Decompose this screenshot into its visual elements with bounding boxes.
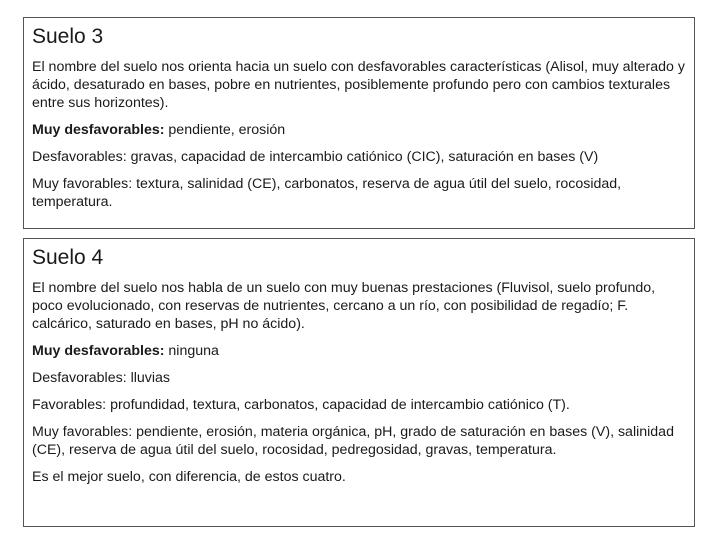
suelo-4-box xyxy=(23,238,695,527)
suelo-3-muy-desfavorables-label: Muy desfavorables: xyxy=(32,122,165,138)
suelo-4-conclusion: Es el mejor suelo, con diferencia, de estos cuatro. xyxy=(32,469,346,485)
suelo-4-favorables: Favorables: profundidad, textura, carbonatos, capacidad de intercambio catiónico (T). xyxy=(32,397,570,413)
suelo-4-desfavorables: Desfavorables: lluvias xyxy=(32,370,170,386)
suelo-4-muy-desfavorables xyxy=(32,342,685,360)
suelo-3-box xyxy=(23,17,695,229)
suelo-3-muy-favorables: Muy favorables: textura, salinidad (CE), carbonatos, reserva de agua útil del suelo, rocosidad, temperatura. xyxy=(32,176,622,210)
suelo-4-muy-desfavorables-text: ninguna xyxy=(164,343,219,359)
suelo-4-muy-desfavorables-label: Muy desfavorables: xyxy=(32,343,165,359)
suelo-3-description: El nombre del suelo nos orienta hacia un suelo con desfavorables características (Alisol, muy alterado y ácido, desaturado en bases, pobre en nutrientes, posiblemente profundo pero con cambios texturales entre sus horizontes). xyxy=(32,59,685,111)
suelo-4-muy-favorables: Muy favorables: pendiente, erosión, materia orgánica, pH, grado de saturación en bases (V), salinidad (CE), reserva de agua útil del suelo, rocosidad, pedregosidad, gravas, temperatura. xyxy=(32,424,674,458)
suelo-3-title: Suelo 3 xyxy=(32,25,104,48)
suelo-4-description: El nombre del suelo nos habla de un suelo con muy buenas prestaciones (Fluvisol, suelo profundo, poco evolucionado, con reservas de nutrientes, cercano a un río, con posibilidad de regadío; F. calcárico, saturado en bases, pH no ácido). xyxy=(32,280,656,332)
suelo-4-title: Suelo 4 xyxy=(32,246,104,269)
suelo-3-muy-desfavorables-text: pendiente, erosión xyxy=(164,122,286,138)
suelo-3-desfavorables: Desfavorables: gravas, capacidad de intercambio catiónico (CIC), saturación en bases (V) xyxy=(32,149,599,165)
suelo-3-muy-desfavorables xyxy=(32,121,685,139)
